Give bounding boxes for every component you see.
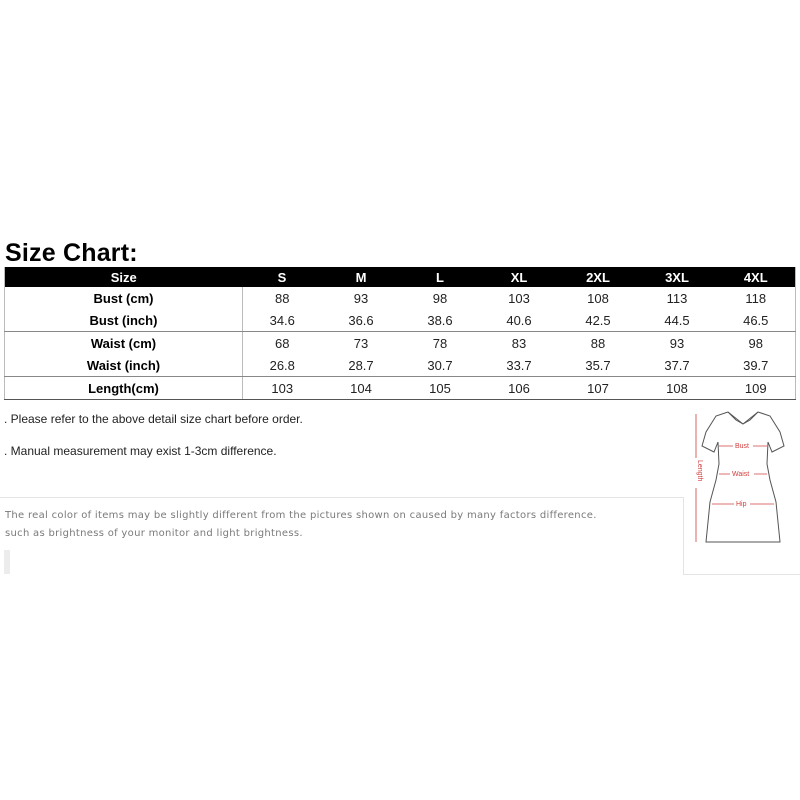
bust-label: Bust (735, 443, 750, 450)
collar-outline (728, 412, 758, 424)
size-chart-title: Size Chart: (5, 239, 138, 267)
row-label: Length(cm) (5, 377, 243, 400)
table-cell: 44.5 (638, 309, 717, 332)
table-cell: 30.7 (401, 354, 480, 377)
waist-label: Waist (732, 471, 750, 478)
table-cell: 83 (480, 332, 559, 355)
table-cell: 33.7 (480, 354, 559, 377)
table-cell: 93 (638, 332, 717, 355)
hip-label: Hip (736, 501, 747, 508)
table-cell: 118 (745, 290, 767, 306)
header-m: M (322, 267, 401, 287)
table-cell: 46.5 (717, 309, 796, 332)
table-cell: 78 (401, 332, 480, 355)
table-cell: 88 (559, 332, 638, 355)
table-cell: 68 (243, 332, 322, 355)
table-cell: 36.6 (322, 309, 401, 332)
header-l: L (401, 267, 480, 287)
table-cell: 104 (322, 377, 401, 400)
table-row (5, 354, 796, 377)
length-label: Length (696, 460, 703, 482)
table-cell: 42.5 (559, 309, 638, 332)
table-cell: 35.7 (559, 354, 638, 377)
table-header-row (5, 267, 796, 287)
table-cell: 38.6 (401, 309, 480, 332)
table-cell: 39.7 (717, 354, 796, 377)
table-row (5, 332, 796, 355)
table-cell: 88 (275, 290, 290, 306)
table-cell: 26.8 (243, 354, 322, 377)
table-cell: 106 (480, 377, 559, 400)
header-s: S (243, 267, 322, 287)
table-cell: 93 (353, 290, 369, 306)
note-refer-chart: . Please refer to the above detail size chart before order. (4, 412, 303, 426)
table-row (5, 377, 796, 400)
table-cell: 98 (432, 290, 448, 306)
table-cell: 28.7 (322, 354, 401, 377)
divider (683, 574, 800, 575)
table-cell: 108 (638, 377, 717, 400)
row-label: Bust (inch) (5, 309, 243, 332)
header-size: Size (5, 267, 243, 287)
table-row (5, 309, 796, 332)
header-xl: XL (480, 267, 559, 287)
table-cell: 98 (717, 332, 796, 355)
table-cell: 73 (322, 332, 401, 355)
table-cell: 107 (559, 377, 638, 400)
header-2xl: 2XL (559, 267, 638, 287)
header-3xl: 3XL (638, 267, 717, 287)
table-cell: 34.6 (243, 309, 322, 332)
table-cell: 108 (587, 290, 609, 306)
table-cell: 37.7 (638, 354, 717, 377)
header-4xl: 4XL (717, 267, 796, 287)
dress-measurement-diagram (688, 402, 798, 552)
table-cell: 105 (401, 377, 480, 400)
table-cell: 103 (243, 377, 322, 400)
table-row (5, 287, 796, 309)
disclaimer-bar (4, 550, 10, 574)
table-cell: 109 (717, 377, 796, 400)
row-label: Bust (cm) (5, 287, 243, 309)
row-label: Waist (inch) (5, 354, 243, 377)
size-table (4, 267, 796, 400)
row-label: Waist (cm) (5, 332, 243, 355)
table-cell: 103 (508, 290, 530, 306)
note-measurement: . Manual measurement may exist 1-3cm difference. (4, 444, 277, 458)
table-cell: 113 (666, 290, 688, 306)
table-cell: 40.6 (480, 309, 559, 332)
disclaimer-line-2: such as brightness of your monitor and light brightness. (5, 528, 303, 539)
disclaimer-line-1: The real color of items may be slightly different from the pictures shown on caused by many factors difference. (5, 510, 597, 521)
